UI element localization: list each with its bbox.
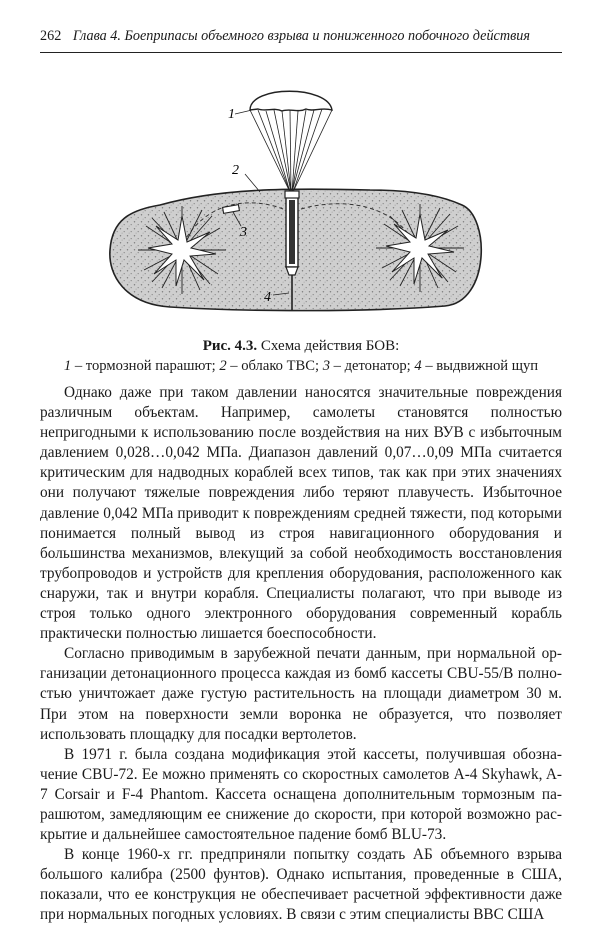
leader-1 [235,110,252,114]
figure-label: Рис. 4.3. [202,338,258,354]
chapter-title: Глава 4. Боеприпасы объемного взрыва и пониженного побочного действия [72,28,530,44]
body-text [40,383,562,926]
legend-num: 1 [63,358,72,374]
legend-text: – выдвижной щуп [421,358,539,374]
legend-text: – тормозной парашют; [71,358,220,374]
leader-2 [245,174,260,192]
callout-1: 1 [228,107,235,122]
canister-core [289,200,295,264]
legend-num: 4 [414,358,422,374]
legend-text: – облако ТВС; [226,358,323,374]
figure-legend [40,358,562,375]
canister-cap [285,191,299,198]
legend-text: – детонатор; [330,358,415,374]
paragraph: Однако даже при таком давлении наносятся значительные повреждения различным объектам. Например, самолеты становятся полностью непригодными к использованию после воздействия на них ВУВ с избыточным давлением 0,028…0,042 МПа. Диапазон давлений 0,07…0,09 МПа считается критическим для надводных кораблей всех типов, так как при этих значениях они получают тяжелые повреждения либо теряют плавучесть. Избыточное давление 0,042 МПа приводит к повреждениям средней тяжести, под которыми понимается полный вывод из строя навигационного оборудования и большинства механизмов, влекущий за собой необходимость восстановления трубопроводов и устройств для крепления оборудования, расположенного как снаружи, так и внутри корабля. Специалисты полагают, что при выводе из строя только одного электронного оборудования современный корабль практически полностью лишается боеспособности. [40,384,562,643]
paragraph: В конце 1960-х гг. предприняли попытку создать АБ объемного взрыва большого калибра (2500 фунтов). Однако испытания, проведенные в США, показали, что ее конструкция не обеспечивает расчетной эффективности даже при нормальных погодных условиях. В связи с этим специалисты ВВС США [40,846,562,924]
figure-caption-title [40,338,562,355]
callout-2: 2 [232,163,239,178]
callout-3: 3 [240,225,247,240]
legend-num: 3 [322,358,330,374]
fuel-air-explosion-diagram [70,80,540,330]
running-header [40,28,560,54]
header-rule [40,52,562,53]
figure-title: Схема действия БОВ: [260,338,400,354]
paragraph: В 1971 г. была создана модификация этой кассеты, получившая обозначение CBU-72. Ее можно применять со скоростных самолетов A-4 Skyhawk, A-7 Corsair и F-4 Phantom. Кассета оснащена дополнительным тормозным парашютом, замедляющим ее снижение до скорости, при которой возможно раскрытие и дальнейшее самостоятельное падение бомб BLU-73. [40,745,562,844]
legend-num: 2 [219,358,227,374]
page-number: 262 [40,28,62,44]
parachute-canopy [250,91,332,111]
parachute-lines [250,109,332,192]
paragraph: Согласно приводимым в зарубежной печати данным, при нормальной организации детонационного процесса каждая из бомб кассеты CBU-55/B полностью уничтожает даже густую растительность на площади диаметром 30 м. При этом на поверхности земли воронка не образуется, что позволяет использовать площадку для посадки вертолетов. [40,645,562,743]
callout-4: 4 [264,290,271,305]
